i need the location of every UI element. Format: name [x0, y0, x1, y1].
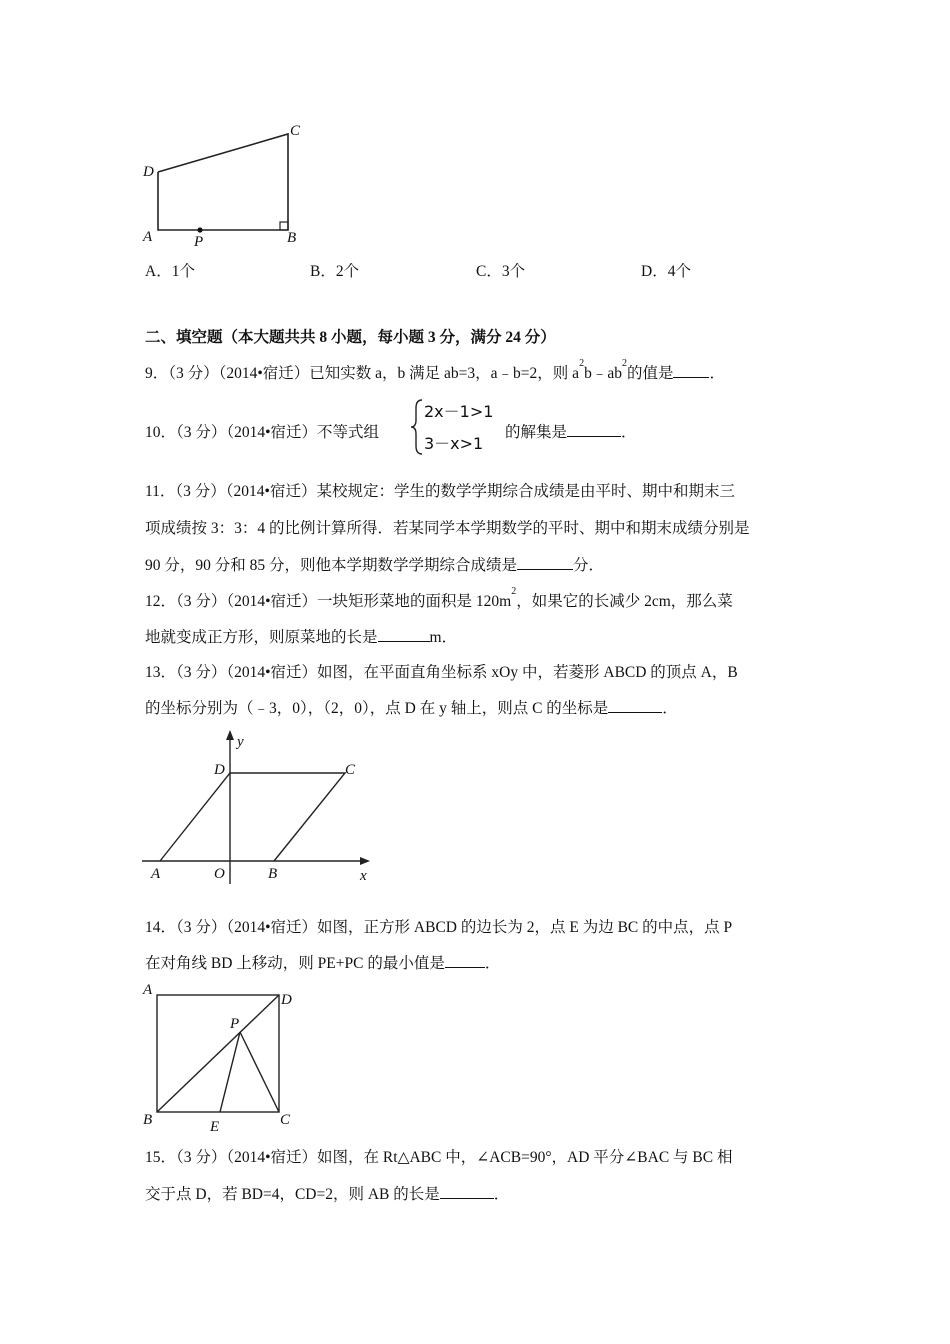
q10-brace — [410, 398, 424, 456]
q12-sup: 2 — [511, 586, 517, 597]
q9-sup2: 2 — [621, 358, 627, 369]
q10-blank — [567, 422, 621, 437]
q12-line1-suffix: ，如果它的长减少 2cm，那么菜 — [516, 593, 733, 610]
label-D: D — [281, 992, 292, 1008]
q15-line2-prefix: 交于点 D，若 BD=4，CD=2，则 AB 的长是 — [145, 1186, 440, 1203]
q12-line2-end: m． — [429, 629, 458, 646]
q8-trapezoid-figure — [140, 118, 320, 253]
question-15-line-1: 15．（3 分）（2014•宿迁）如图，在 Rt△ABC 中，∠ACB=90°，AD 平分∠BAC 与 BC 相 — [145, 1149, 733, 1166]
q11-blank — [517, 555, 573, 570]
label-A: A — [143, 982, 153, 998]
q13-line2-prefix: 的坐标分别为（﹣3，0），（2，0），点 D 在 y 轴上，则点 C 的坐标是 — [145, 700, 609, 717]
q9-sup1: 2 — [579, 358, 585, 369]
q14-blank — [445, 953, 485, 968]
label-C: C — [345, 762, 356, 778]
label-B: B — [143, 1112, 153, 1128]
question-14-line-1: 14．（3 分）（2014•宿迁）如图，正方形 ABCD 的边长为 2，点 E 为边 BC 的中点，点 P — [145, 919, 733, 936]
q11-end: 分． — [573, 557, 605, 574]
question-10 — [145, 420, 379, 442]
label-B: B — [287, 230, 297, 246]
question-12-line-2 — [145, 625, 457, 647]
question-11-line-2: 项成绩按 3：3：4 的比例计算所得．若某同学本学期数学的平时、期中和期末成绩分别是 — [145, 520, 750, 537]
q15-blank — [440, 1184, 494, 1199]
label-E: E — [210, 1119, 220, 1132]
q10-inequality-2: 3－x>1 — [424, 434, 484, 453]
q9-suffix: 的值是 — [626, 365, 674, 382]
q13-rhombus-figure — [140, 726, 380, 886]
question-15-line-2 — [145, 1182, 509, 1204]
choice-a: A．1个 — [145, 263, 195, 280]
q12-line2-prefix: 地就变成正方形，则原菜地的长是 — [145, 629, 378, 646]
q14-line2-prefix: 在对角线 BD 上移动，则 PE+PC 的最小值是 — [145, 955, 445, 972]
label-B: B — [268, 866, 278, 882]
question-13-line-1: 13．（3 分）（2014•宿迁）如图，在平面直角坐标系 xOy 中，若菱形 ABCD 的顶点 A，B — [145, 664, 738, 681]
q10-suffix: 的解集是 — [505, 424, 568, 441]
label-O: O — [214, 866, 225, 882]
q14-end: ． — [484, 955, 501, 972]
q15-end: ． — [493, 1186, 510, 1203]
choice-d: D．4个 — [641, 263, 691, 280]
label-P: P — [230, 1016, 240, 1032]
q9-prefix: 9．（3 分）（2014•宿迁）已知实数 a，b 满足 ab=3，a﹣b=2，则 a — [145, 365, 580, 382]
section-heading: 二、填空题（本大题共共 8 小题，每小题 3 分，满分 24 分） — [145, 329, 556, 346]
q14-square-figure — [140, 980, 310, 1132]
label-D: D — [143, 164, 154, 180]
q10-inequality-1: 2x－1>1 — [424, 402, 494, 421]
q13-blank — [608, 698, 662, 713]
q9-end: ． — [709, 365, 725, 382]
question-11-line-1: 11．（3 分）（2014•宿迁）某校规定：学生的数学学期综合成绩是由平时、期中和期末三 — [145, 483, 735, 500]
label-A: A — [151, 866, 161, 882]
label-A: A — [143, 229, 153, 245]
choice-b: B．2个 — [310, 263, 360, 280]
question-14-line-2 — [145, 951, 500, 973]
q12-line1-prefix: 12．（3 分）（2014•宿迁）一块矩形菜地的面积是 120m — [145, 593, 512, 610]
label-x: x — [360, 868, 367, 884]
q9-blank — [673, 363, 709, 378]
choice-c: C．3个 — [476, 263, 526, 280]
label-P: P — [194, 234, 204, 250]
label-C: C — [280, 1112, 291, 1128]
label-D: D — [214, 762, 225, 778]
label-y: y — [237, 734, 244, 750]
question-11-line-3 — [145, 553, 604, 575]
q10-tail — [505, 420, 637, 442]
question-9 — [145, 358, 725, 383]
question-13-line-2 — [145, 696, 678, 718]
q12-blank — [378, 627, 430, 642]
q10-end: ． — [621, 424, 637, 441]
label-C: C — [290, 123, 301, 139]
question-12-line-1 — [145, 586, 733, 611]
q11-line-3-text: 90 分，90 分和 85 分，则他本学期数学学期综合成绩是 — [145, 557, 518, 574]
q9-mid: b﹣ab — [584, 365, 622, 382]
q10-prefix: 10．（3 分）（2014•宿迁）不等式组 — [145, 424, 380, 441]
q13-end: ． — [662, 700, 678, 717]
